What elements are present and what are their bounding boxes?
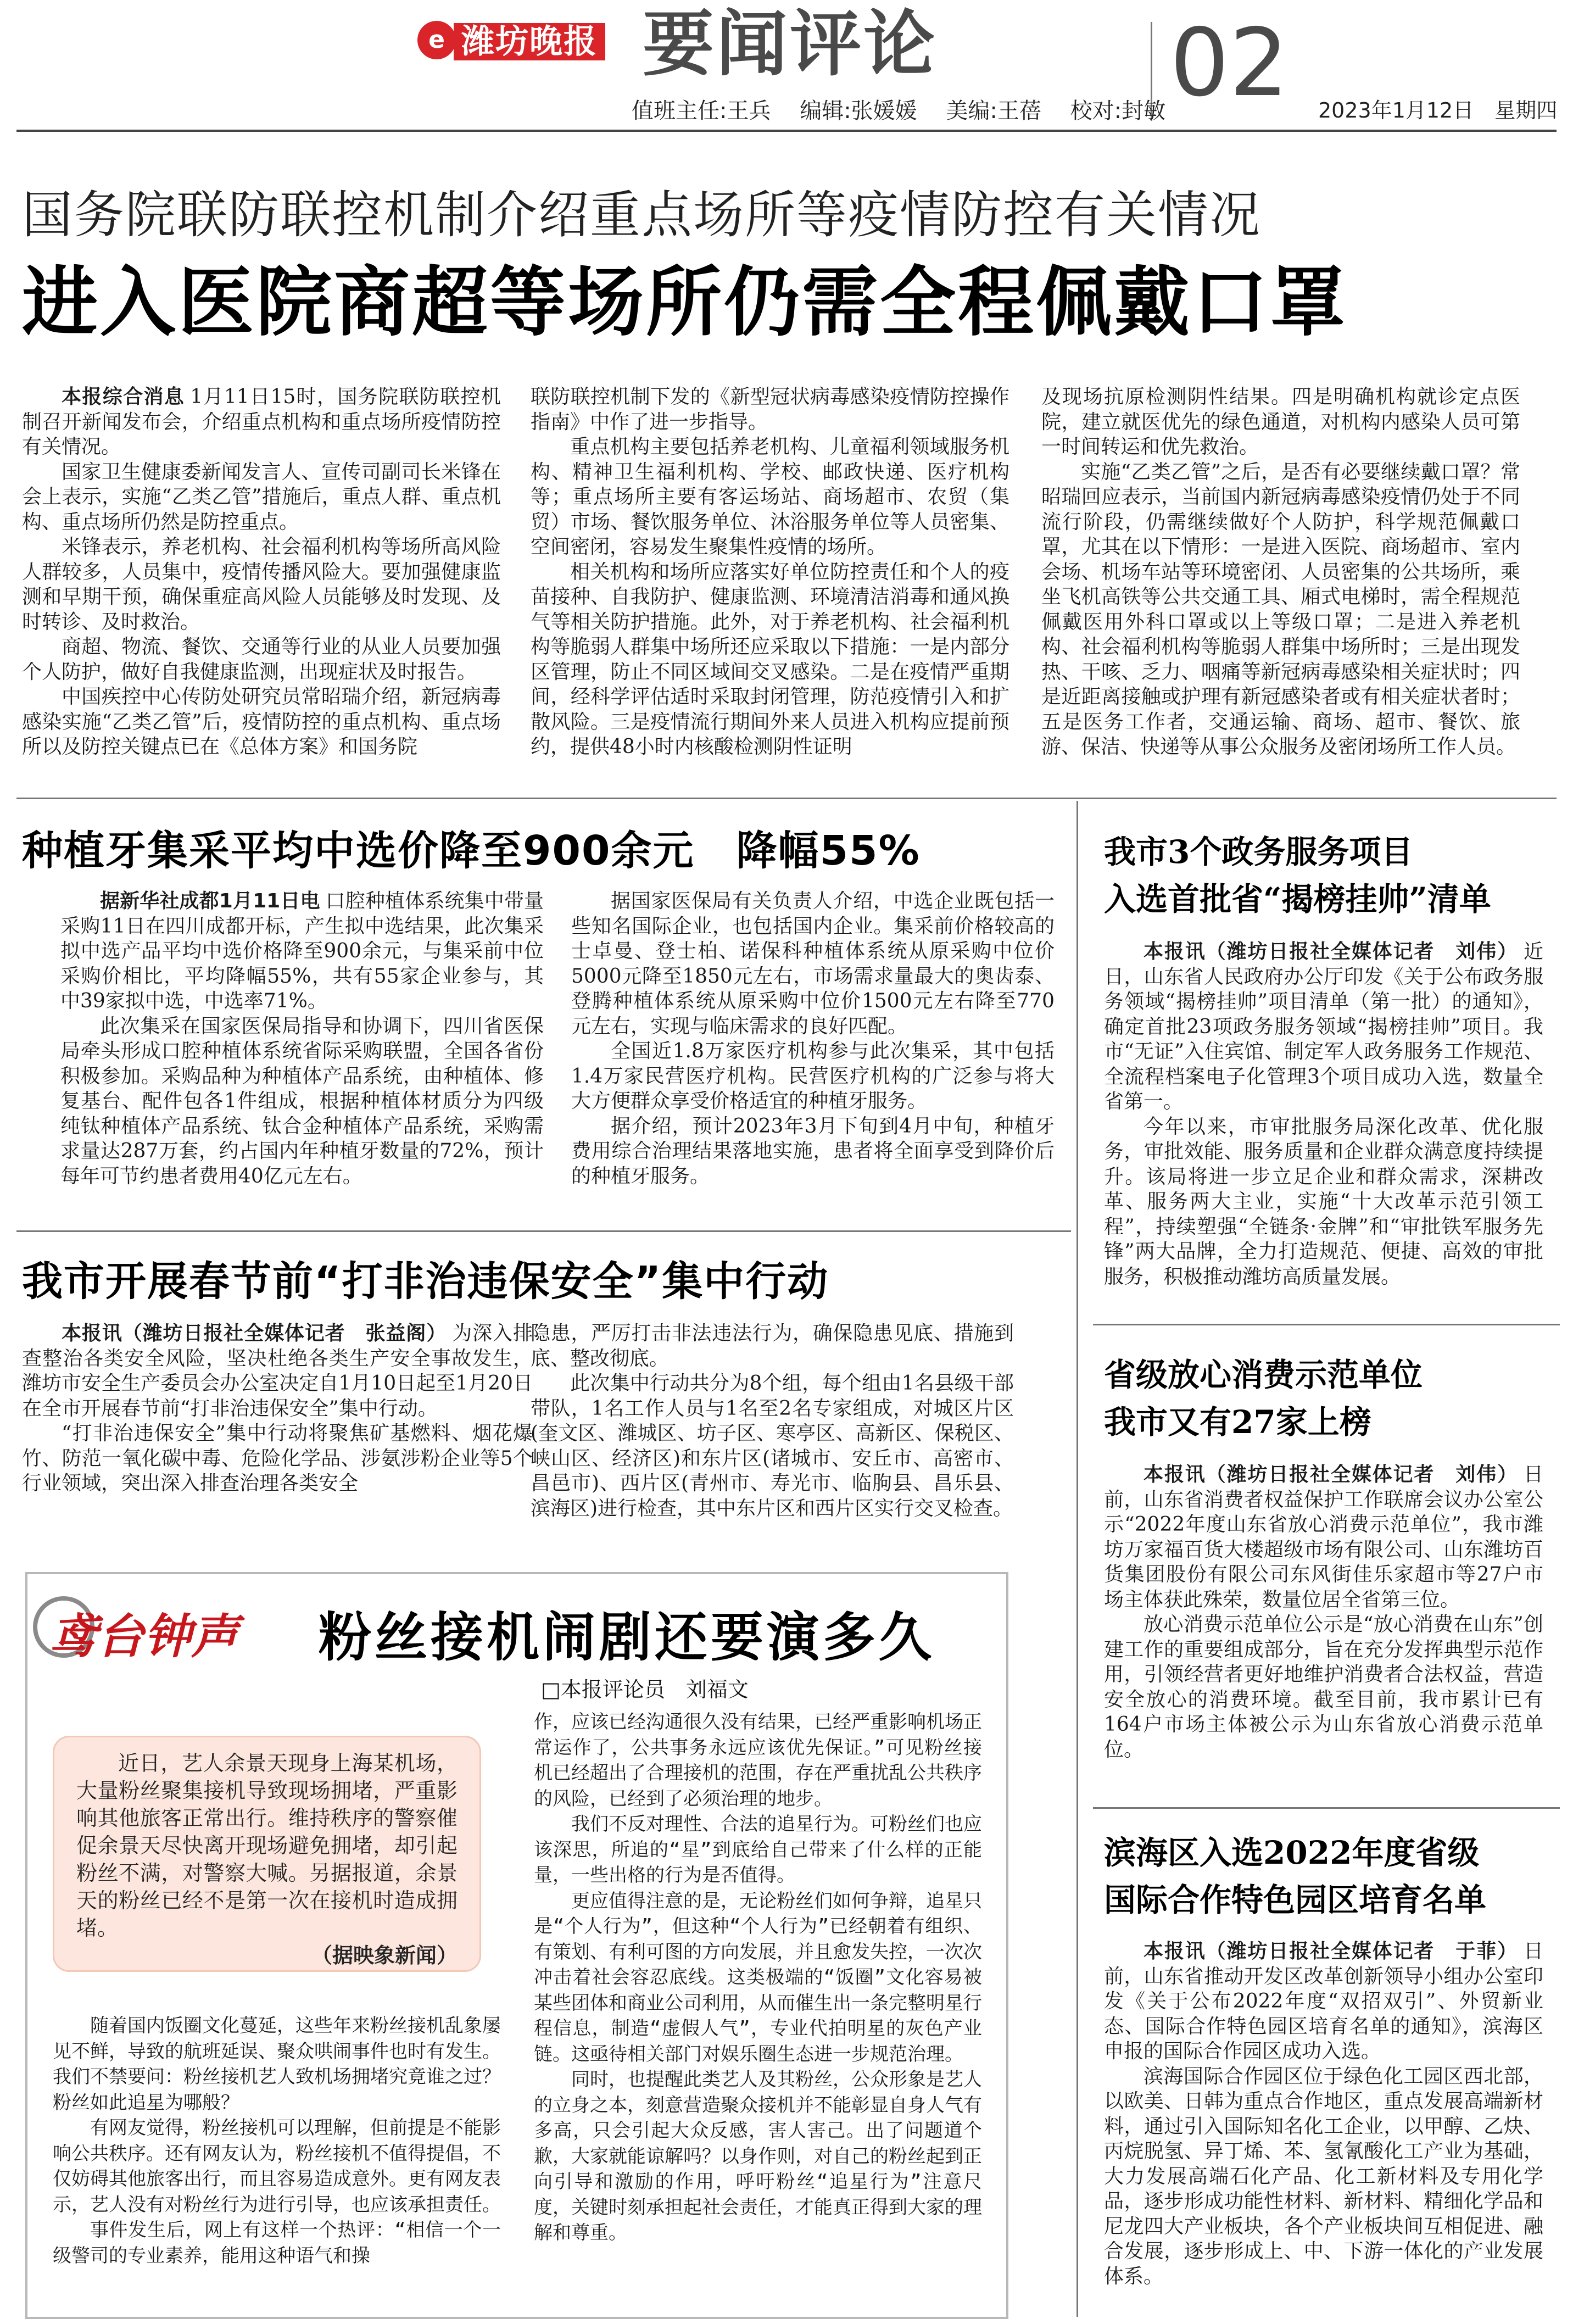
newspaper-logo-icon: e — [417, 21, 456, 59]
safety-column-2 — [531, 1321, 1014, 1521]
safety-headline: 我市开展春节前“打非治违保安全”集中行动 — [22, 1258, 829, 1305]
sidebar-story-1 — [1104, 939, 1543, 1289]
paragraph: 商超、物流、餐饮、交通等行业的从业人员要加强个人防护，做好自我健康监测，出现症状及时报告。 — [22, 636, 501, 683]
staff-credit: 值班主任:王兵 — [632, 98, 771, 124]
staff-credit: 校对:封敏 — [1070, 98, 1166, 124]
paragraph: 今年以来，市审批服务局深化改革、优化服务，审批效能、服务质量和企业群众满意度持续提升。该局将进一步立足企业和群众需求，深耕改革、服务两大主业，实施“十大改革示范引领工程”，持续塑强“全链条·金牌”和“审批铁军服务先锋”两大品牌，全力打造规范、便捷、高效的审批服务，积极推动潍坊高质量发展。 — [1104, 1115, 1543, 1288]
commentary-byline: □本报评论员 刘福文 — [541, 1677, 749, 1702]
sidebar-headline-2: 省级放心消费示范单位 我市又有27家上榜 — [1104, 1356, 1423, 1441]
page-number: 02 — [1170, 9, 1289, 118]
paragraph: 隐患，严厉打击非法违法行为，确保隐患见底、措施到底、整改彻底。 — [531, 1322, 1014, 1370]
staff-credits — [632, 93, 1187, 125]
paragraph: 本报讯（潍坊日报社全媒体记者 刘伟） 近日，山东省人民政府办公厅印发《关于公布政务服务领域“揭榜挂帅”项目清单（第一批）的通知》，确定首批23项政务服务领域“揭榜挂帅”项目。我市“无证”入住宾馆、制定军人政务服务工作规范、全流程档案电子化管理3个项目成功入选，数量全省第一。 — [1104, 940, 1543, 1113]
paragraph: 据介绍，预计2023年3月下旬到4月中旬，种植牙费用综合治理结果落地实施，患者将全面享受到降价后的种植牙服务。 — [571, 1114, 1055, 1188]
masthead-rule — [16, 130, 1557, 132]
lead-column-3 — [1041, 384, 1520, 760]
paragraph: 相关机构和场所应落实好单位防控责任和个人的疫苗接种、自我防护、健康监测、环境清洁消毒和通风换气等相关防护措施。此外，对于养老机构、社会福利机构等脆弱人群集中场所还应采取以下措施：一是内部分区管理，防止不同区域间交叉感染。二是在疫情严重期间，经科学评估适时采取封闭管理，防范疫情引入和扩散风险。三是疫情流行期间外来人员进入机构应提前预约，提供48小时内核酸检测阴性证明 — [531, 560, 1009, 758]
paragraph: 国家卫生健康委新闻发言人、宣传司副司长米锋在会上表示，实施“乙类乙管”措施后，重点人群、重点机构、重点场所仍然是防控重点。 — [22, 460, 501, 533]
commentary-column-2 — [534, 1709, 982, 2246]
commentary-column-1 — [53, 2013, 501, 2269]
sidebar-story-2 — [1104, 1462, 1543, 1762]
paragraph: 本报讯（潍坊日报社全媒体记者 刘伟） 日前，山东省消费者权益保护工作联席会议办公室公示“2022年度山东省放心消费示范单位”，我市潍坊万家福百货大楼超级市场有限公司、山东潍坊百货集团股份有限公司东风街佳乐家超市等27户市场主体获此殊荣，数量位居全省第三位。 — [1104, 1463, 1543, 1611]
paragraph: 本报讯（潍坊日报社全媒体记者 张益阁） 为深入排查整治各类安全风险，坚决杜绝各类生产安全事故发生，潍坊市安全生产委员会办公室决定自1月10日起至1月20日在全市开展春节前“打非治违保安全”集中行动。 — [22, 1322, 533, 1420]
paragraph: 联防联控机制下发的《新型冠状病毒感染疫情防控操作指南》中作了进一步指导。 — [531, 386, 1009, 433]
paragraph: 据新华社成都1月11日电 口腔种植体系统集中带量采购11日在四川成都开标，产生拟中选结果，此次集采拟中选产品平均中选价格降至900余元，与集采前中位采购价相比，平均降幅55%，共有55家企业参与，其中39家拟中选，中选率71%。 — [60, 890, 544, 1012]
sidebar-story-divider — [1093, 1324, 1560, 1325]
sidebar-story-3 — [1104, 1939, 1543, 2289]
section-divider — [16, 1230, 1071, 1232]
quote-text: 近日，艺人余景天现身上海某机场，大量粉丝聚集接机导致现场拥堵，严重影响其他旅客正常出行。维持秩序的警察催促余景天尽快离开现场避免拥堵，却引起粉丝不满，对警察大喊。另据报道，余景天的粉丝已经不是第一次在接机时造成拥堵。 — [76, 1751, 458, 1940]
staff-credit: 美编:王蓓 — [946, 98, 1041, 124]
paragraph: 滨海国际合作园区位于绿色化工园区西北部，以欧美、日韩为重点合作地区，重点发展高端新材料，通过引入国际知名化工企业，以甲醇、乙炔、丙烷脱氢、异丁烯、苯、氢氰酸化工产业为基础，大力发展高端石化产品、化工新材料及专用化学品，逐步形成功能性材料、新材料、精细化学品和尼龙四大产业板块，各个产业板块间互相促进、融合发展，逐步形成上、中、下游一体化的产业发展体系。 — [1104, 2065, 1543, 2288]
paragraph: 全国近1.8万家医疗机构参与此次集采，其中包括1.4万家民营医疗机构。民营医疗机构的广泛参与将大大方便群众享受价格适宜的种植牙服务。 — [571, 1040, 1055, 1112]
lead-headline: 进入医院商超等场所仍需全程佩戴口罩 — [22, 258, 1348, 347]
paragraph: 此次集采在国家医保局指导和协调下，四川省医保局牵头形成口腔种植体系统省际采购联盟，全国各省份积极参加。采购品种为种植体产品系统，由种植体、修复基台、配件包各1件组成，根据种植体材质分为四级纯钛种植体产品系统、钛合金种植体产品系统，采购需求量达287万套，约占国内年种植牙数量的72%，预计每年可节约患者费用40亿元左右。 — [60, 1015, 544, 1188]
section-title: 要闻评论 — [643, 2, 938, 86]
paragraph: 本报讯（潍坊日报社全媒体记者 于菲） 日前，山东省推动开发区改革创新领导小组办公室印发《关于公布2022年度“双招双引”、外贸新业态、国际合作特色园区培育名单的通知》，滨海区申报的国际合作园区成功入选。 — [1104, 1940, 1543, 2063]
paragraph: 事件发生后，网上有这样一个热评：“相信一个一级警司的专业素养，能用这种语气和操 — [53, 2219, 501, 2267]
dateline: 据新华社成都1月11日电 — [100, 890, 320, 912]
paragraph: 及现场抗原检测阴性结果。四是明确机构就诊定点医院，建立就医优先的绿色通道，对机构内感染人员可第一时间转运和优先救治。 — [1041, 386, 1520, 458]
quote-source: （据映象新闻） — [311, 1943, 458, 1968]
sidebar-headline-1: 我市3个政务服务项目 入选首批省“揭榜挂帅”清单 — [1104, 833, 1491, 918]
dental-column-2 — [571, 889, 1055, 1189]
column-name: 鸢台钟声 — [49, 1609, 238, 1664]
dateline: 本报综合消息 — [62, 386, 185, 408]
paragraph: 放心消费示范单位公示是“放心消费在山东”创建工作的重要组成部分，旨在充分发挥典型示范作用，引领经营者更好地维护消费者合法权益，营造安全放心的消费环境。截至目前，我市累计已有164户市场主体被公示为山东省放心消费示范单位。 — [1104, 1613, 1543, 1761]
paragraph: 我们不反对理性、合法的追星行为。可粉丝们也应该深思，所追的“星”到底给自己带来了什么样的正能量，一些出格的行为是否值得。 — [534, 1813, 982, 1886]
dateline: 本报讯（潍坊日报社全媒体记者 刘伟） — [1144, 940, 1518, 963]
paragraph: 作，应该已经沟通很久没有结果，已经严重影响机场正常运作了，公共事务永远应该优先保证。”可见粉丝接机已经超出了合理接机的范围，存在严重扰乱公共秩序的风险，已经到了必须治理的地步。 — [534, 1711, 982, 1810]
sidebar-divider — [1076, 801, 1078, 2317]
dental-headline: 种植牙集采平均中选价降至900余元 降幅55% — [22, 827, 921, 874]
paragraph: 重点机构主要包括养老机构、儿童福利领域服务机构、精神卫生福利机构、学校、邮政快递、医疗机构等；重点场所主要有客运场站、商场超市、农贸（集贸）市场、餐饮服务单位、沐浴服务单位等人员密集、空间密闭，容易发生聚集性疫情的场所。 — [531, 436, 1009, 558]
column-logo — [33, 1593, 297, 1664]
dateline: 本报讯（潍坊日报社全媒体记者 于菲） — [1144, 1940, 1518, 1963]
staff-credit: 编辑:张媛媛 — [800, 98, 917, 124]
paragraph: 据国家医保局有关负责人介绍，中选企业既包括一些知名国际企业，也包括国内企业。集采前价格较高的士卓曼、登士柏、诺保科种植体系统从原采购中位价5000元降至1850元左右，市场需求量最大的奥齿泰、登腾种植体系统从原采购中位价1500元左右降至770元左右，实现与临床需求的良好匹配。 — [571, 890, 1055, 1038]
dateline: 本报讯（潍坊日报社全媒体记者 刘伟） — [1144, 1463, 1518, 1486]
news-quote-box — [53, 1736, 481, 1972]
issue-date: 2023年1月12日 星期四 — [1318, 98, 1558, 122]
newspaper-name: 潍坊晚报 — [454, 23, 605, 60]
lead-column-2 — [531, 384, 1009, 760]
paragraph: 米锋表示，养老机构、社会福利机构等场所高风险人群较多，人员集中，疫情传播风险大。要加强健康监测和早期干预，确保重症高风险人员能够及时发现、及时转诊、及时救治。 — [22, 536, 501, 633]
paragraph: 本报综合消息 1月11日15时，国务院联防联控机制召开新闻发布会，介绍重点机构和重点场所疫情防控有关情况。 — [22, 386, 501, 458]
paragraph: 更应值得注意的是，无论粉丝们如何争辩，追星只是“个人行为”，但这种“个人行为”已经朝着有组织、有策划、有利可图的方向发展，并且愈发失控，一次次冲击着社会容忍底线。这类极端的“饭圈”文化容易被某些团体和商业公司利用，从而催生出一条完整明星行程信息，制造“虚假人气”，专业代拍明星的灰色产业链。这亟待相关部门对娱乐圈生态进一步规范治理。 — [534, 1890, 982, 2065]
masthead-logo — [417, 7, 648, 73]
sidebar-headline-3: 滨海区入选2022年度省级 国际合作特色园区培育名单 — [1104, 1834, 1487, 1919]
paragraph: 同时，也提醒此类艺人及其粉丝，公众形象是艺人的立身之本，刻意营造聚众接机并不能彰显自身人气有多高，只会引起大众反感，害人害己。出了问题道个歉，大家就能谅解吗？以身作则，对自己的粉丝起到正向引导和激励的作用，呼吁粉丝“追星行为”注意尺度，关键时刻承担起社会责任，才能真正得到大家的理解和尊重。 — [534, 2069, 982, 2244]
paragraph: “打非治违保安全”集中行动将聚焦矿基燃料、烟花爆竹、防范一氧化碳中毒、危险化学品、涉氨涉粉企业等5个行业领域，突出深入排查治理各类安全 — [22, 1422, 533, 1495]
paragraph: 随着国内饭圈文化蔓延，这些年来粉丝接机乱象屡见不鲜，导致的航班延误、聚众哄闹事件也时有发生。我们不禁要问：粉丝接机艺人致机场拥堵究竟谁之过？粉丝如此追星为哪般？ — [53, 2015, 501, 2114]
commentary-headline: 粉丝接机闹剧还要演多久 — [319, 1607, 935, 1668]
section-divider — [16, 798, 1557, 799]
paragraph: 实施“乙类乙管”之后，是否有必要继续戴口罩？常昭瑞回应表示，当前国内新冠病毒感染疫情仍处于不同流行阶段，仍需继续做好个人防护，科学规范佩戴口罩，尤其在以下情形：一是进入医院、商场超市、室内会场、机场车站等环境密闭、人员密集的公共场所，乘坐飞机高铁等公共交通工具、厢式电梯时，需全程规范佩戴医用外科口罩或以上等级口罩；二是进入养老机构、社会福利机构等脆弱人群集中场所时；三是出现发热、干咳、乏力、咽痛等新冠病毒感染相关症状时；四是近距离接触或护理有新冠感染者或有相关症状者时；五是医务工作者，交通运输、商场、超市、餐饮、旅游、保洁、快递等从事公众服务及密闭场所工作人员。 — [1041, 460, 1520, 758]
lead-kicker: 国务院联防联控机制介绍重点场所等疫情防控有关情况 — [22, 186, 1262, 244]
lead-column-1 — [22, 384, 501, 760]
paragraph: 中国疾控中心传防处研究员常昭瑞介绍，新冠病毒感染实施“乙类乙管”后，疫情防控的重点机构、重点场所以及防控关键点已在《总体方案》和国务院 — [22, 686, 501, 758]
dateline: 本报讯（潍坊日报社全媒体记者 张益阁） — [62, 1322, 447, 1345]
dental-column-1 — [60, 889, 544, 1189]
paragraph: 此次集中行动共分为8个组，每个组由1名县级干部带队，1名工作人员与1名至2名专家组成，对城区片区(奎文区、潍城区、坊子区、寒亭区、高新区、保税区、峡山区、经济区)和东片区(诸城市、安丘市、高密市、昌邑市)、西片区(青州市、寿光市、临朐县、昌乐县、滨海区)进行检查，其中东片区和西片区实行交叉检查。 — [531, 1372, 1014, 1520]
paragraph: 有网友觉得，粉丝接机可以理解，但前提是不能影响公共秩序。还有网友认为，粉丝接机不值得提倡，不仅妨碍其他旅客出行，而且容易造成意外。更有网友表示，艺人没有对粉丝行为进行引导，也应该承担责任。 — [53, 2117, 501, 2216]
sidebar-story-divider — [1093, 1807, 1560, 1809]
safety-column-1 — [22, 1321, 533, 1496]
